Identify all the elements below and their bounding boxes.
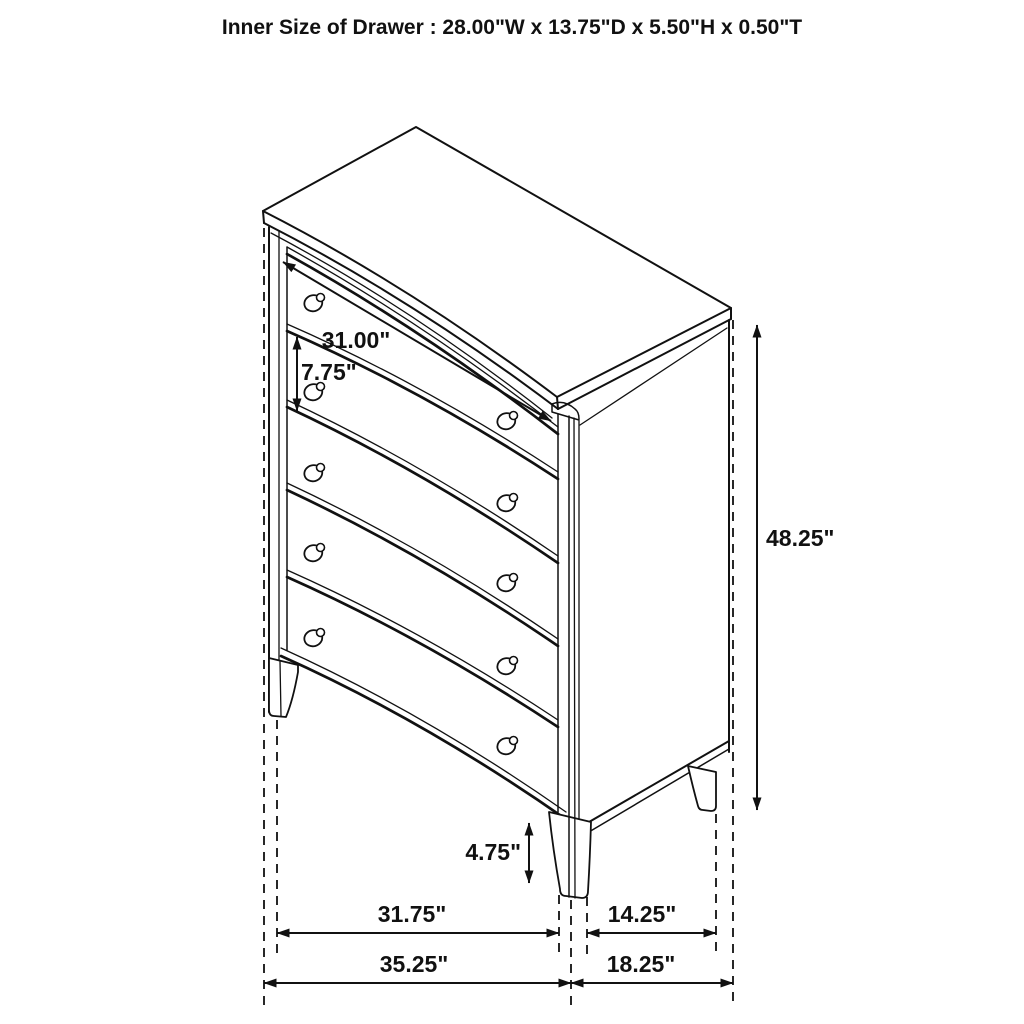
back-right-leg	[688, 766, 716, 811]
drawer-3-left-knob	[303, 463, 325, 483]
drawer-2	[303, 382, 518, 513]
drawer-2-left-knob	[303, 382, 325, 402]
drawer-4	[303, 543, 518, 676]
dim-label-overall-depth: 18.25"	[606, 951, 676, 977]
drawer-5-left-knob	[303, 628, 325, 648]
drawer-2-right-knob	[496, 493, 518, 513]
front-left-leg	[269, 658, 298, 717]
drawer-5	[303, 628, 518, 756]
diagram-title: Inner Size of Drawer : 28.00"W x 13.75"D x 5.50"H x 0.50"T	[221, 16, 803, 39]
front-center-leg	[549, 812, 591, 898]
dim-label-leg-height: 4.75"	[465, 839, 521, 865]
top-slab-left-edge	[263, 211, 264, 223]
drawer-1-right-knob	[496, 411, 518, 431]
dim-label-overall-width: 35.25"	[379, 951, 449, 977]
drawer-5-right-knob	[496, 736, 518, 756]
chest-side	[570, 320, 729, 842]
dim-label-overall-height: 48.25"	[766, 525, 835, 551]
drawer-3-right-knob	[496, 573, 518, 593]
dim-label-drawer-front-height: 7.75"	[301, 359, 357, 385]
drawer-1-left-knob	[303, 293, 325, 313]
chest-legs	[269, 416, 716, 898]
dim-label-drawer-opening-width: 31.00"	[321, 327, 391, 353]
dim-label-side-depth-between-legs: 14.25"	[607, 901, 677, 927]
drawer-3	[303, 463, 518, 593]
drawer-4-right-knob	[496, 656, 518, 676]
dim-label-front-width-between-legs: 31.75"	[377, 901, 447, 927]
drawer-4-left-knob	[303, 543, 325, 563]
